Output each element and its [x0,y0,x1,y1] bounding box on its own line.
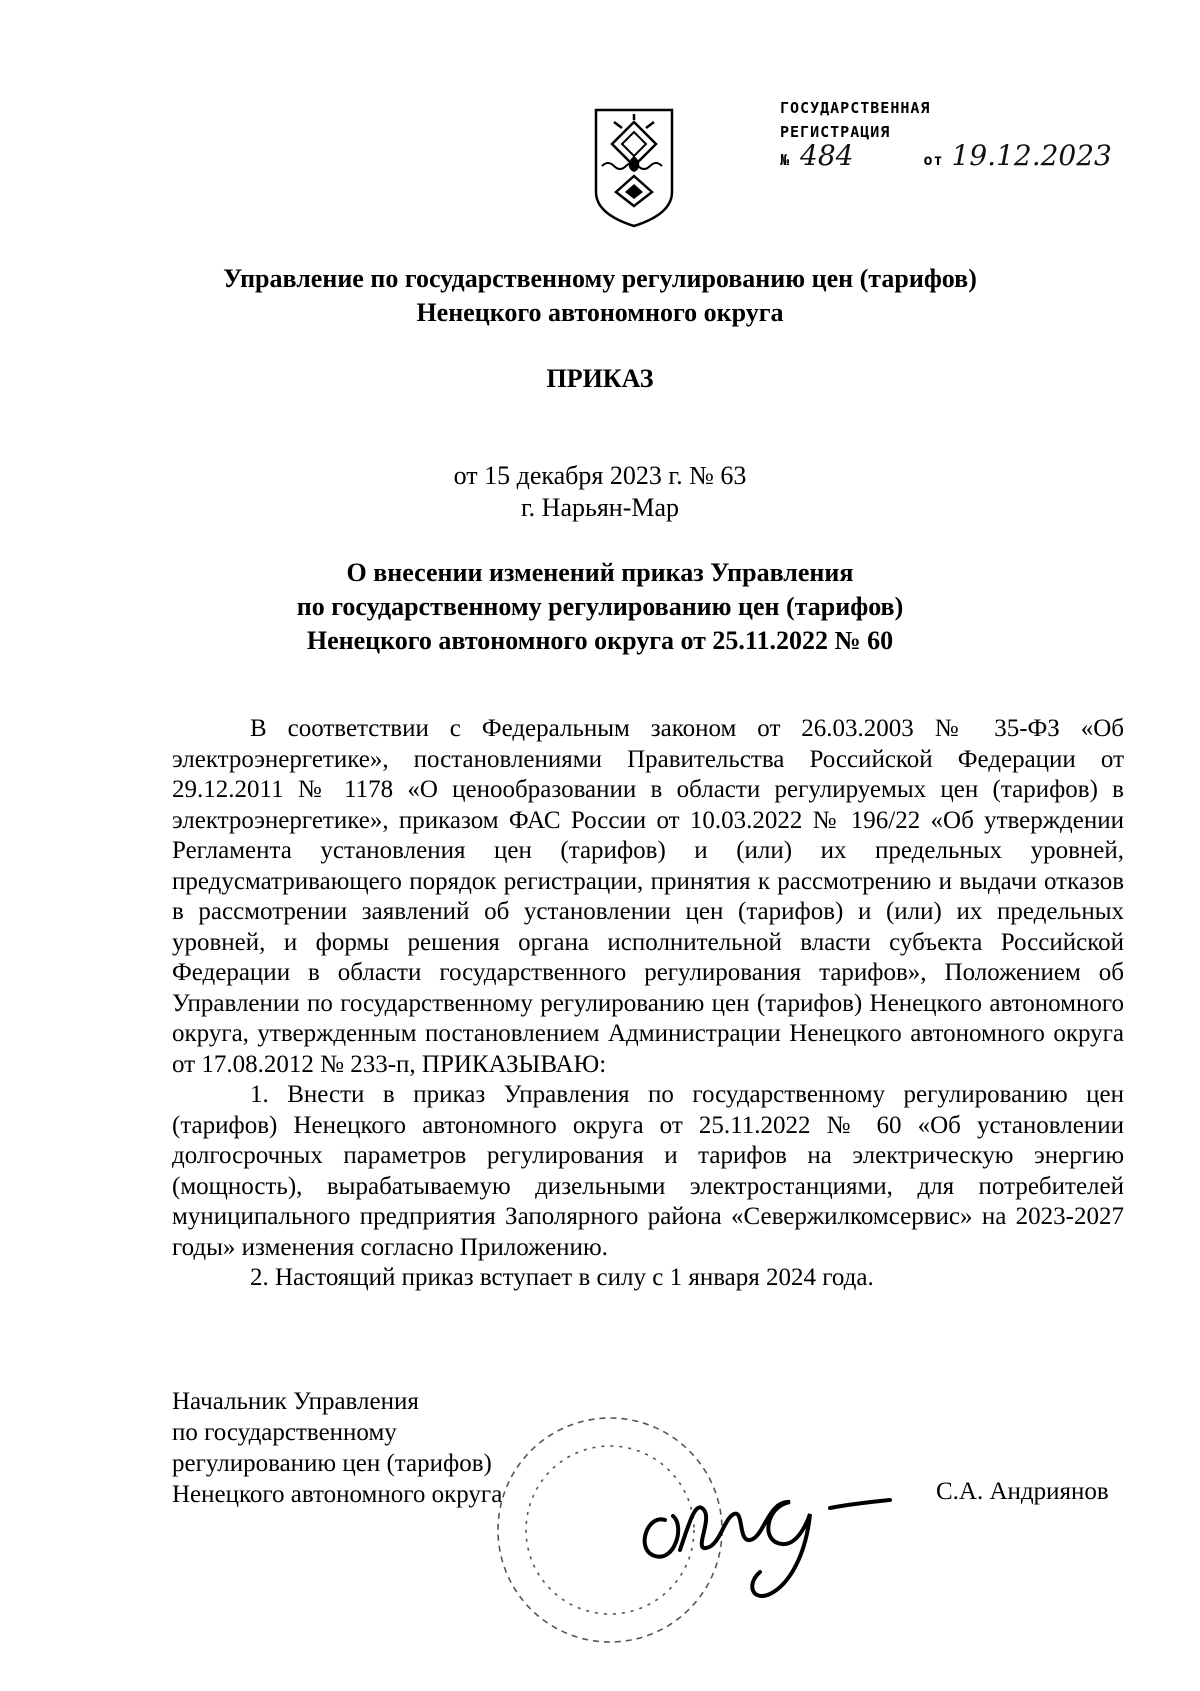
subject-line3: Ненецкого автономного округа от 25.11.2022 № 60 [306,626,894,655]
registration-date: 19.12.2023 [951,139,1112,172]
signatory-name: С.А. Андриянов [936,1478,1109,1505]
signatory-title-line4: Ненецкого автономного округа [172,1481,503,1508]
document-date-number: от 15 декабря 2023 г. № 63 [453,461,747,490]
document-type: ПРИКАЗ [546,364,654,393]
document-body [172,714,1124,1294]
document-city: г. Нарьян-Мар [520,493,680,522]
seal-and-signature [450,1400,910,1660]
organization-name [0,262,1200,330]
signatory-title-line1: Начальник Управления [172,1388,419,1415]
organization-line1: Управление по государственному регулированию цен (тарифов) [223,264,977,293]
handwritten-signature [645,1500,890,1596]
registration-line2: РЕГИСТРАЦИЯ [780,123,891,141]
subject-line2: по государственному регулированию цен (тарифов) [296,592,904,621]
registration-stamp [780,96,1112,172]
organization-line2: Ненецкого автономного округа [416,298,784,327]
signatory-title-line3: регулированию цен (тарифов) [172,1450,492,1477]
registration-number: 484 [800,139,854,172]
registration-date-label: от [923,151,944,169]
signatory-title-line2: по государственному [172,1419,397,1446]
document-meta [0,460,1200,524]
body-preamble: В соответствии с Федеральным законом от 26.03.2003 № 35-ФЗ «Об электроэнергетике», постановлениями Правительства Российской Федерации от 29.12.2011 № 1178 «О ценообразовании в области регулируемых цен (тарифов) в электроэнергетике», приказом ФАС России от 10.03.2022 № 196/22 «Об утверждении Регламента установления цен (тарифов) и (или) их предельных уровней, предусматривающего порядок регистрации, принятия к рассмотрению и выдачи отказов в рассмотрении заявлений об установлении цен (тарифов) и (или) их предельных уровней, и формы решения органа исполнительной власти субъекта Российской Федерации в области государственного регулирования тарифов», Положением об Управлении по государственному регулированию цен (тарифов) Ненецкого автономного округа, утвержденным постановлением Администрации Ненецкого автономного округа от 17.08.2012 № 233-п, ПРИКАЗЫВАЮ: [172,715,1124,1078]
body-item-2: 2. Настоящий приказ вступает в силу с 1 января 2024 года. [250,1264,874,1291]
registration-number-label: № [780,151,791,169]
document-subject [0,556,1200,658]
coat-of-arms-emblem [592,106,676,230]
body-item-1: 1. Внести в приказ Управления по государственному регулированию цен (тарифов) Ненецкого автономного округа от 25.11.2022 № 60 «Об установлении долгосрочных параметров регулирования и тарифов на электрическую энергию (мощность), вырабатываемую дизельными электростанциями, для потребителей муниципального предприятия Заполярного района «Севержилкомсервис» на 2023-2027 годы» изменения согласно Приложению. [172,1081,1124,1261]
registration-line1: ГОСУДАРСТВЕННАЯ [780,99,931,117]
subject-line1: О внесении изменений приказ Управления [346,558,854,587]
